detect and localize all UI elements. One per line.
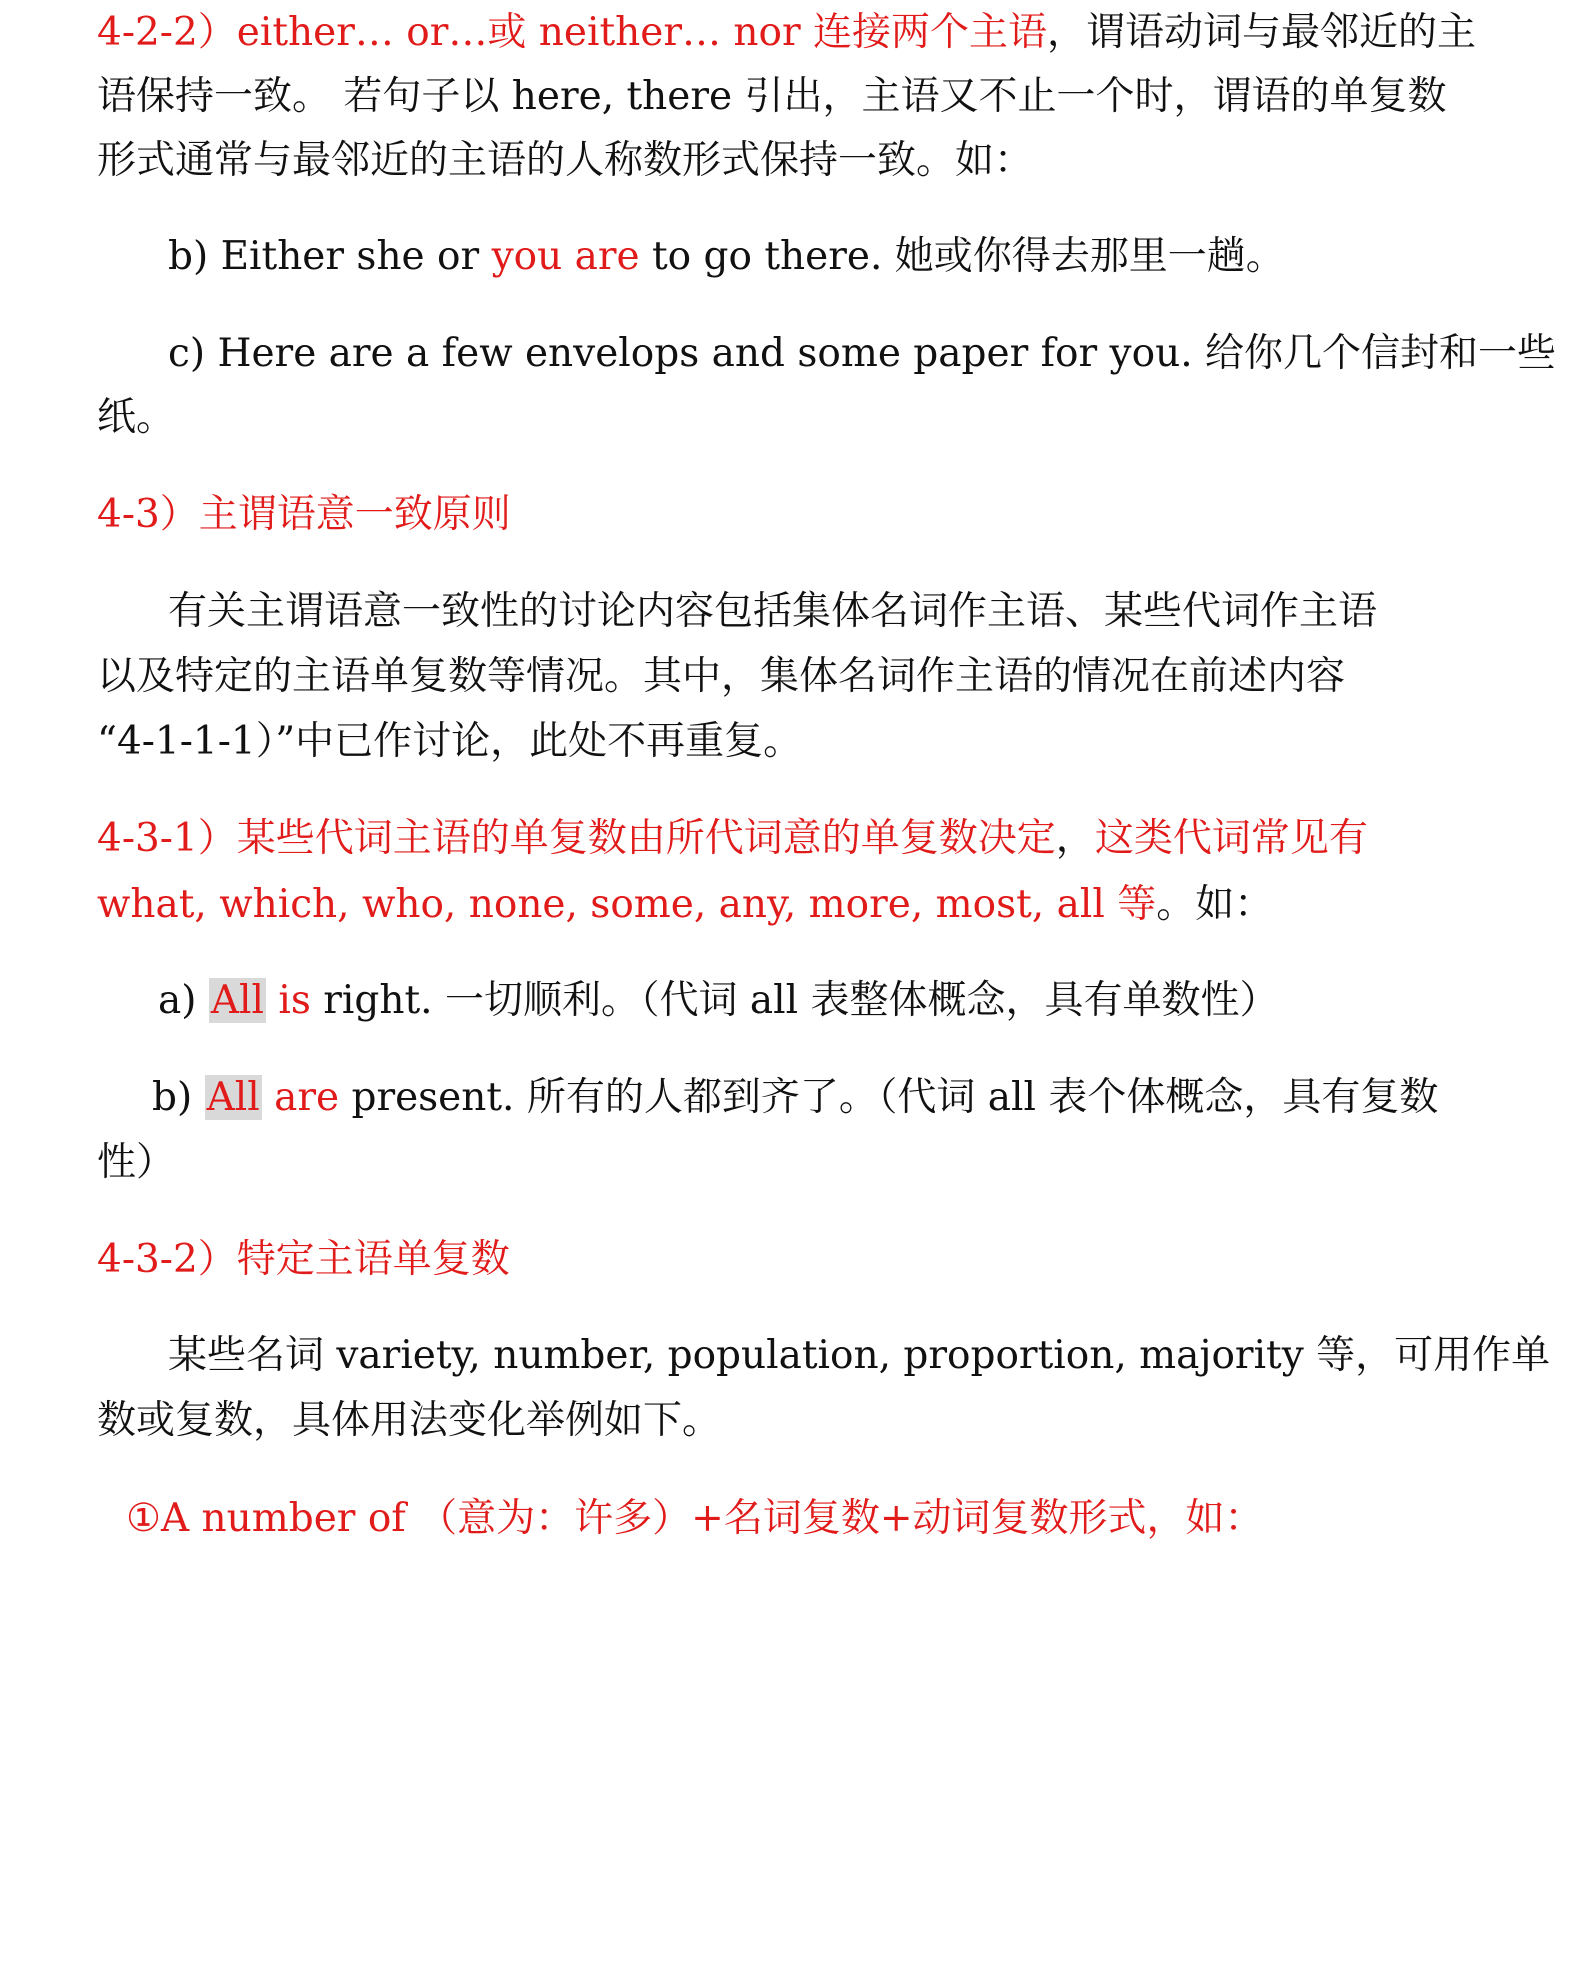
- example-431-b-line-2: 性）: [97, 1140, 176, 1185]
- section-432-para-line-2: 数或复数，具体用法变化举例如下。: [97, 1398, 722, 1443]
- example-text: b) Either she or: [168, 234, 492, 279]
- rule-422-heading: 4-2-2）either… or…或 neither… nor 连接两个主语: [97, 10, 1047, 55]
- example-431-a: [158, 976, 1278, 1026]
- example-431-b-line-1: [152, 1073, 1438, 1123]
- rule-422-line-1: [97, 8, 1476, 58]
- example-label: b): [152, 1075, 205, 1120]
- example-422-c-line-2: 纸。: [97, 395, 176, 440]
- rule-431-text: 这类代词常见有: [1094, 816, 1368, 861]
- rule-431-heading: 4-3-1）某些代词主语的单复数由所代词意的单复数决定: [97, 816, 1056, 861]
- section-43-para-line-3: “4-1-1-1）”中已作讨论，此处不再重复。: [97, 719, 803, 764]
- example-422-c-line-1: c) Here are a few envelops and some paper for you. 给你几个信封和一些: [168, 331, 1556, 376]
- example-422-b: [168, 232, 1285, 282]
- section-432-item-1: [126, 1494, 1264, 1544]
- pronoun-list: what, which, who, none, some, any, more, most, all 等: [97, 882, 1157, 927]
- example-label: a): [158, 978, 209, 1023]
- example-verb-highlight: are: [261, 1075, 340, 1120]
- highlighted-subject: All: [206, 1075, 260, 1120]
- rule-431-line-2: [97, 880, 1273, 930]
- section-43-para-line-1: 有关主谓语意一致性的讨论内容包括集体名词作主语、某些代词作主语: [168, 589, 1378, 634]
- section-432-para-line-1: 某些名词 variety, number, population, proportion, majority 等，可用作单: [168, 1333, 1551, 1378]
- example-text: to go there. 她或你得去那里一趟。: [639, 234, 1285, 279]
- comma: ，: [1055, 816, 1095, 861]
- rule-431-line-1: [97, 814, 1368, 864]
- rule-422-line-2: 语保持一致。 若句子以 here, there 引出，主语又不止一个时，谓语的单复数: [97, 74, 1447, 119]
- section-43-para-line-2: 以及特定的主语单复数等情况。其中，集体名词作主语的情况在前述内容: [97, 654, 1346, 699]
- rule-422-line-3: 形式通常与最邻近的主语的人称数形式保持一致。如：: [97, 138, 1034, 183]
- item-text: （意为：许多）+名词复数+动词复数形式，如：: [418, 1496, 1264, 1541]
- section-43-heading: 4-3）主谓语意一致原则: [97, 492, 511, 537]
- highlighted-subject: All: [210, 978, 264, 1023]
- item-heading: ①A number of: [126, 1496, 419, 1541]
- example-verb-highlight: you are: [491, 234, 640, 279]
- section-432-heading: 4-3-2）特定主语单复数: [97, 1237, 510, 1282]
- example-intro: 。如：: [1156, 882, 1274, 927]
- rule-422-text: ，谓语动词与最邻近的主: [1047, 10, 1477, 55]
- example-verb-highlight: is: [266, 978, 311, 1023]
- example-text: present. 所有的人都到齐了。（代词 all 表个体概念，具有复数: [339, 1075, 1439, 1120]
- example-text: right. 一切顺利。（代词 all 表整体概念，具有单数性）: [310, 978, 1279, 1023]
